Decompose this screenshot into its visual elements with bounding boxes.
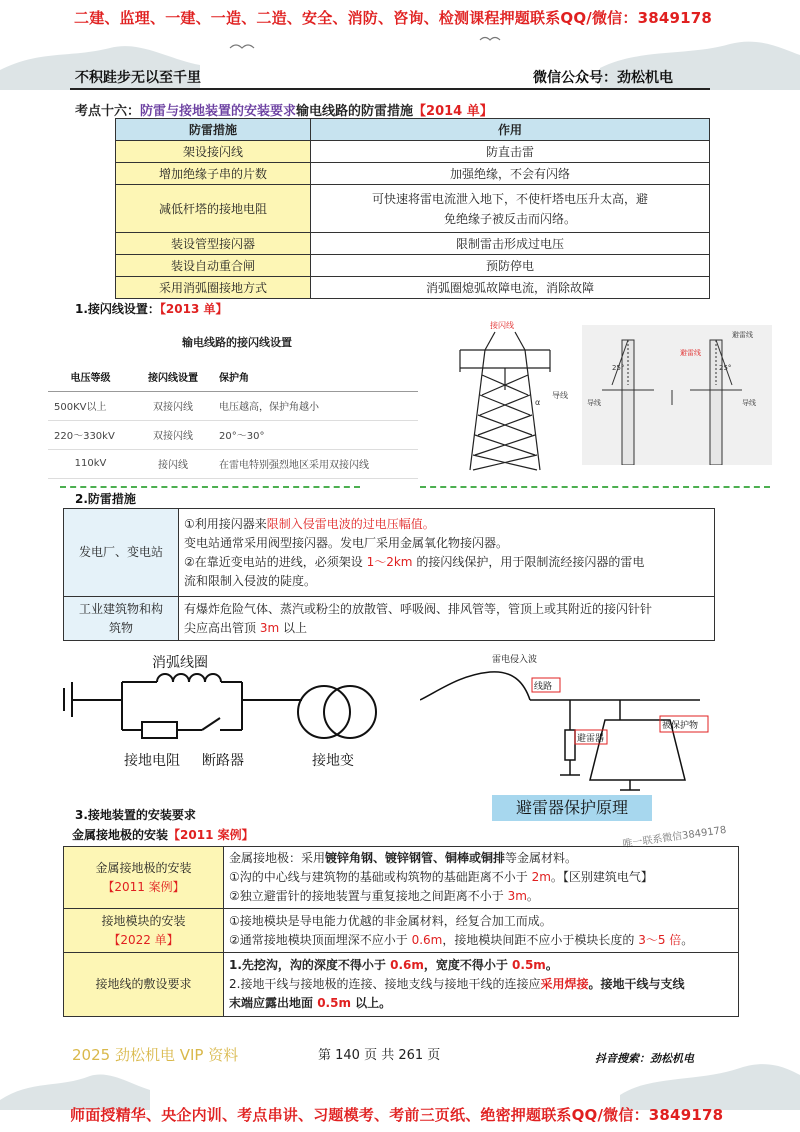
footer-douyin: 抖音搜索：劲松机电	[595, 1052, 694, 1065]
section3-tag: 【2011 案例】	[168, 828, 254, 842]
table2-header: 电压等级	[48, 362, 133, 391]
table-row	[48, 391, 418, 420]
t4-text: 。【区别建筑电气】	[550, 870, 653, 884]
t4-text: 金属接地极：采用	[229, 851, 326, 865]
table1-cell: 消弧圈熄弧故障电流，消除故障	[311, 277, 710, 299]
table2-cell: 110kV	[48, 449, 133, 478]
pole-label-shield-left: 避雷线	[680, 349, 701, 357]
table3-content	[179, 509, 715, 597]
t4-text: 以上。	[350, 996, 392, 1010]
label-transformer: 接地变	[312, 753, 354, 769]
arrester-principle-diagram	[420, 650, 720, 800]
table1-cell: 采用消弧圈接地方式	[116, 277, 311, 299]
transmission-tower-diagram	[440, 320, 570, 475]
label-arrester: 避雷器	[577, 734, 605, 744]
section3-title: 3.接地装置的安装要求	[75, 808, 196, 822]
table2-cell: 500KV以上	[48, 391, 133, 420]
table-row	[116, 185, 710, 233]
t4-text: ①沟的中心线与建筑物的基础或构筑物的基础距离不小于	[229, 870, 532, 884]
table-row	[48, 449, 418, 478]
t4-red: 3m	[507, 889, 527, 903]
table-row	[64, 847, 739, 909]
table2-cell: 电压越高，保护角越小	[213, 391, 418, 420]
t4-red: 0.5m	[512, 958, 546, 972]
table3-highlight: 1～2km	[366, 554, 413, 569]
t4-text: 2.接地干线与接地极的连接、接地支线与接地干线的连接应	[229, 977, 541, 991]
topic-sub: 输电线路的防雷措施	[296, 104, 414, 119]
table4-content	[224, 909, 739, 953]
t4-bold: 。接地干线与支线	[588, 977, 685, 991]
table2-header: 接闪线设置	[133, 362, 213, 391]
label-resistor: 接地电阻	[124, 753, 180, 769]
table4-content	[224, 953, 739, 1017]
section1-heading	[75, 300, 228, 317]
table4-content	[224, 847, 739, 909]
pole-label-shield: 避雷线	[732, 331, 753, 339]
arc-suppression-circuit-diagram	[62, 652, 392, 792]
pole-label-wire-left: 导线	[587, 399, 601, 407]
label-line: 线路	[534, 682, 553, 692]
t4-text: ，接地模块间距不应小于模块长度的	[442, 932, 639, 947]
table3-text: 的接闪线保护，用于限制流经接闪器的雷电	[412, 554, 645, 569]
table2-title: 输电线路的接闪线设置	[182, 336, 292, 349]
table-row	[48, 420, 418, 449]
t4-text: ②通常接地模块顶面埋深不应小于	[229, 932, 412, 947]
bottom-banner: 师面授精华、央企内训、考点串讲、习题模考、考前三页纸、绝密押题联系QQ/微信：3849178	[70, 1106, 724, 1124]
table3-label: 发电厂、变电站	[64, 509, 179, 597]
table4-label-tag: 【2022 单】	[108, 932, 179, 947]
t4-red: 采用焊接	[540, 977, 589, 991]
label-protected: 被保护物	[662, 721, 699, 731]
table3-text: ①利用接闪器来	[184, 516, 267, 531]
topic-tag: 【2014 单】	[413, 104, 493, 119]
table3-highlight: 3m	[259, 620, 280, 635]
table1-cell: 减低杆塔的接地电阻	[116, 185, 311, 233]
table3-text: 有爆炸危险气体、蒸汽或粉尘的放散管、呼吸阀、排风管等，管顶上或其附近的接闪针针	[184, 601, 653, 616]
t4-text: 。	[545, 958, 558, 972]
tower-label-wire: 导线	[552, 391, 568, 400]
table1-header-measure: 防雷措施	[116, 119, 311, 141]
table4-label-text: 接地模块的安装	[101, 913, 186, 928]
table1-cell: 预防停电	[311, 255, 710, 277]
label-coil: 消弧线圈	[152, 655, 208, 671]
header-rule	[70, 88, 710, 90]
pole-shield-diagram	[582, 325, 772, 465]
table-row	[116, 233, 710, 255]
table-row	[116, 163, 710, 185]
table2-cell: 双接闪线	[133, 420, 213, 449]
t4-text: ②独立避雷针的接地装置与重复接地之间距离不小于	[229, 889, 508, 903]
table1-header-effect: 作用	[311, 119, 710, 141]
t4-bold: 镀锌角钢、镀锌钢管、铜棒或铜排	[325, 851, 506, 865]
table-row	[64, 597, 715, 641]
table3-content	[179, 597, 715, 641]
table3-label: 工业建筑物和构筑物	[64, 597, 179, 641]
table-row	[64, 909, 739, 953]
table1-cell: 加强绝缘，不会有闪络	[311, 163, 710, 185]
t4-red: 0.5m	[317, 996, 351, 1010]
section1-title: 1.接闪线设置：	[75, 302, 160, 316]
section3-subtitle	[72, 826, 254, 843]
t4-text: 。	[526, 889, 539, 903]
table-row	[116, 255, 710, 277]
table1-cell: 限制雷击形成过电压	[311, 233, 710, 255]
table-row	[116, 141, 710, 163]
table-row	[64, 953, 739, 1017]
table2-cell: 20°～30°	[213, 420, 418, 449]
table4-label-tag: 【2011 案例】	[102, 879, 185, 894]
header-motto: 不积跬步无以至千里	[75, 70, 201, 86]
table1-cell: 防直击雷	[311, 141, 710, 163]
t4-red: 0.6m	[411, 932, 443, 947]
arrester-caption: 避雷器保护原理	[492, 795, 652, 821]
section-divider	[420, 486, 770, 488]
table-row	[64, 509, 715, 597]
section2-heading: 2.防雷措施	[75, 492, 136, 506]
footer-page-number: 第 140 页 共 261 页	[318, 1048, 441, 1063]
t4-text: 等金属材料。	[505, 851, 578, 865]
table1-cell: 增加绝缘子串的片数	[116, 163, 311, 185]
table2-cell: 接闪线	[133, 449, 213, 478]
footer-vip: 2025 劲松机电 VIP 资料	[72, 1046, 239, 1064]
t4-text: 末端应露出地面	[229, 996, 318, 1010]
topic-prefix: 考点十六：	[75, 104, 141, 119]
t4-text: 1.先挖沟，沟的深度不得小于	[229, 958, 391, 972]
section3-subtitle-text: 金属接地极的安装	[72, 828, 169, 842]
table1-cell: 可快速将雷电流泄入地下，不使杆塔电压升太高，避免绝缘子被反击而闪络。	[311, 185, 710, 233]
t4-text: ①接地模块是导电能力优越的非金属材料，经复合加工而成。	[229, 913, 552, 928]
label-breaker: 断路器	[202, 753, 244, 769]
table3-text: 流和限制入侵波的陡度。	[184, 573, 317, 588]
table-row	[116, 277, 710, 299]
mountain-decoration-bottom	[0, 1040, 800, 1110]
section1-tag: 【2013 单】	[159, 302, 228, 316]
tower-label-shield: 接闪线	[490, 321, 514, 330]
table2-cell: 双接闪线	[133, 391, 213, 420]
table2-cell: 在雷电特别强烈地区采用双接闪线	[213, 449, 418, 478]
table2-cell: 220～330kV	[48, 420, 133, 449]
header-account: 微信公众号：劲松机电	[533, 70, 673, 86]
lightning-measures-table	[115, 118, 710, 299]
table2-header: 保护角	[213, 362, 418, 391]
table3-text: 变电站通常采用阀型接闪器。发电厂采用金属氧化物接闪器。	[184, 535, 509, 550]
table1-cell: 装设自动重合闸	[116, 255, 311, 277]
shield-wire-table-box	[48, 324, 426, 476]
top-banner: 二建、监理、一建、一造、二造、安全、消防、咨询、检测课程押题联系QQ/微信：3849178	[74, 9, 713, 27]
table-header-row	[48, 362, 418, 391]
pole-label-wire-right: 导线	[742, 399, 756, 407]
table3-text: ②在靠近变电站的进线，必须架设	[184, 554, 367, 569]
t4-red: 2m	[531, 870, 551, 884]
table4-label-text: 金属接地极的安装	[95, 860, 192, 875]
t4-text: 。	[681, 932, 694, 947]
label-wave: 雷电侵入波	[492, 655, 538, 665]
table4-label	[64, 909, 224, 953]
shield-wire-table	[48, 362, 418, 479]
grounding-table	[63, 846, 739, 1017]
table3-highlight: 限制入侵雷电波的过电压幅值。	[266, 516, 435, 531]
table1-cell: 架设接闪线	[116, 141, 311, 163]
t4-red: 0.6m	[390, 958, 424, 972]
table4-label: 接地线的敷设要求	[64, 953, 224, 1017]
pole-angle-right: 25°	[719, 364, 732, 372]
section-divider	[60, 486, 360, 488]
table1-cell: 装设管型接闪器	[116, 233, 311, 255]
table3-text: 以上	[279, 620, 307, 635]
table4-label	[64, 847, 224, 909]
topic-name: 防雷与接地装置的安装要求	[140, 104, 297, 119]
protection-measures-table	[63, 508, 715, 641]
t4-red: 3～5 倍	[638, 932, 682, 947]
t4-text: ，宽度不得小于	[423, 958, 513, 972]
topic-heading	[75, 100, 493, 119]
tower-label-angle: α	[535, 398, 541, 407]
watermark: 唯一联系微信3849178	[622, 824, 728, 851]
table3-text: 尖应高出管顶	[184, 620, 260, 635]
pole-angle-left: 25°	[612, 364, 625, 372]
